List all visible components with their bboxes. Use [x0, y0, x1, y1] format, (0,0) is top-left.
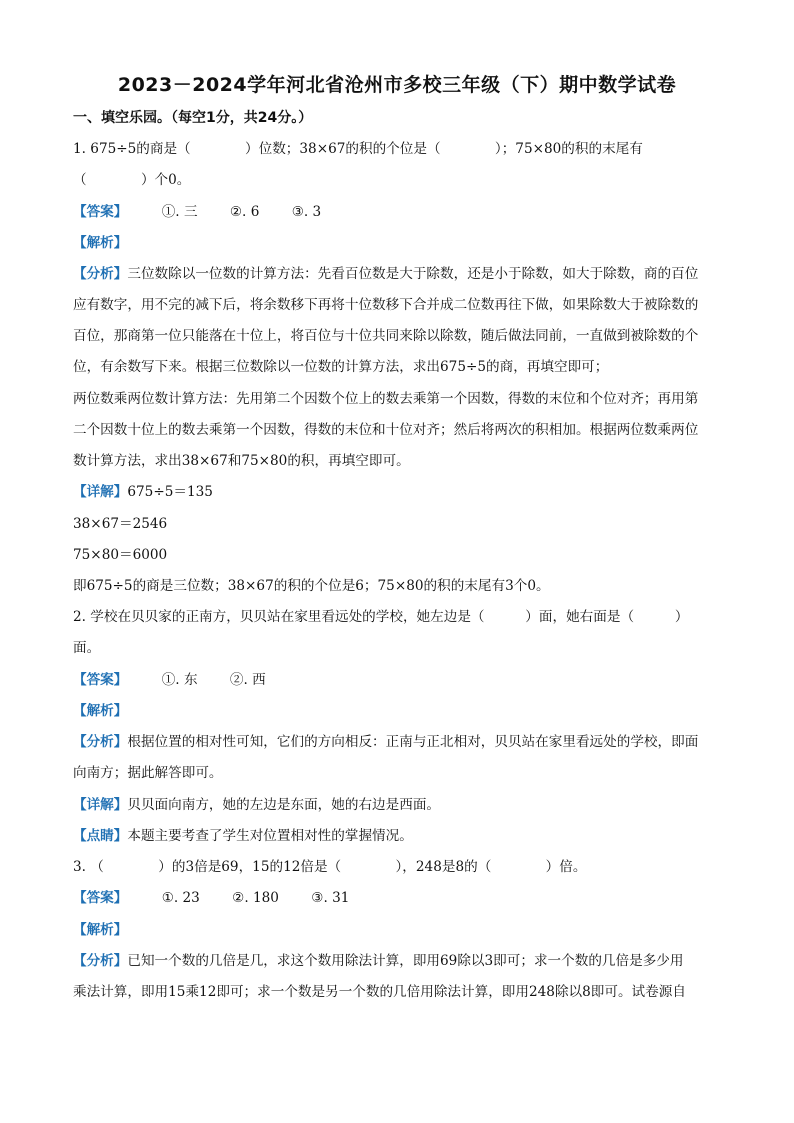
answer-label: 【答案】 [73, 890, 128, 906]
explanation-label: 【解析】 [73, 235, 128, 251]
answer-item: ②. 180 [232, 890, 279, 906]
question-3-answer [73, 888, 723, 908]
question-1-analysis-line: 位，有余数写下来。根据三位数除以一位数的计算方法，求出675÷5的商，再填空即可； [73, 359, 609, 375]
question-1-analysis-line: 数计算方法，求出38×67和75×80的积，再填空即可。 [73, 453, 410, 469]
question-2-comment-line [73, 826, 723, 846]
detail-label: 【详解】 [73, 797, 128, 813]
comment-label: 【点睛】 [73, 828, 128, 844]
answer-item: ②. 西 [229, 672, 266, 688]
question-1-detail-line: 75×80＝6000 [73, 547, 168, 563]
question-1-text-cont: （ ）个0。 [73, 172, 191, 188]
question-3-analysis-line [73, 951, 723, 971]
question-1-analysis-line [73, 264, 723, 284]
question-2-text: 2. 学校在贝贝家的正南方，贝贝站在家里看远处的学校，她左边是（ ）面，她右面是（ ） [73, 609, 689, 625]
analysis-text: 根据位置的相对性可知，它们的方向相反：正南与正北相对，贝贝站在家里看远处的学校，即面 [127, 734, 699, 750]
analysis-label: 【分析】 [73, 266, 128, 282]
question-2-explanation-head [73, 701, 723, 721]
section-heading-1: 一、填空乐园。（每空1分，共24分。） [73, 110, 313, 126]
answer-item: ②. 6 [229, 204, 260, 220]
question-1-analysis-line: 应有数字，用不完的减下后，将余数移下再将十位数移下合并成二位数再往下做，如果除数大于被除数的 [73, 297, 699, 313]
question-1-detail-line: 即675÷5的商是三位数；38×67的积的个位是6；75×80的积的末尾有3个0。 [73, 578, 550, 594]
question-3-analysis-line: 乘法计算，即用15乘12即可；求一个数是另一个数的几倍用除法计算，即用248除以8即可。试卷源自 [73, 984, 686, 1000]
page-title: 2023－2024学年河北省沧州市多校三年级（下）期中数学试卷 [117, 74, 677, 96]
detail-text: 675÷5＝135 [127, 484, 213, 500]
answer-label: 【答案】 [73, 204, 128, 220]
question-3-explanation-head [73, 920, 723, 940]
answer-item: ③. 3 [291, 204, 322, 220]
analysis-label: 【分析】 [73, 953, 128, 969]
answer-item: ①. 东 [161, 672, 198, 688]
explanation-label: 【解析】 [73, 703, 128, 719]
detail-label: 【详解】 [73, 484, 128, 500]
question-1-analysis-line: 百位，那商第一位只能落在十位上，将百位与十位共同来除以除数，随后做法同前，一直做到被除数的个 [73, 328, 699, 344]
question-2-analysis-line: 向南方；据此解答即可。 [73, 765, 223, 781]
analysis-text: 三位数除以一位数的计算方法：先看百位数是大于除数，还是小于除数，如大于除数，商的百位 [127, 266, 699, 282]
question-1-detail-line [73, 482, 723, 502]
question-3-text: 3. （ ）的3倍是69，15的12倍是（ ），248是8的（ ）倍。 [73, 859, 587, 875]
question-2-answer [73, 670, 723, 690]
explanation-label: 【解析】 [73, 922, 128, 938]
detail-text: 贝贝面向南方，她的左边是东面，她的右边是西面。 [127, 797, 441, 813]
analysis-label: 【分析】 [73, 734, 128, 750]
question-1-answer [73, 202, 723, 222]
analysis-text: 已知一个数的几倍是几，求这个数用除法计算，即用69除以3即可；求一个数的几倍是多少用 [127, 953, 684, 969]
question-1-analysis-line: 二个因数十位上的数去乘第一个因数，得数的末位和十位对齐；然后将两次的积相加。根据两位数乘两位 [73, 422, 699, 438]
answer-item: ③. 31 [311, 890, 350, 906]
comment-text: 本题主要考查了学生对位置相对性的掌握情况。 [127, 828, 413, 844]
answer-label: 【答案】 [73, 672, 128, 688]
question-1-explanation-head [73, 233, 723, 253]
question-1-detail-line: 38×67＝2546 [73, 516, 168, 532]
answer-item: ①. 三 [161, 204, 198, 220]
question-2-detail-line [73, 795, 723, 815]
answer-item: ①. 23 [161, 890, 200, 906]
question-2-text-cont: 面。 [73, 640, 101, 656]
question-2-analysis-line [73, 732, 723, 752]
question-1-text: 1. 675÷5的商是（ ）位数；38×67的积的个位是（ ）；75×80的积的末尾有 [73, 141, 643, 157]
question-1-analysis-line: 两位数乘两位数计算方法：先用第二个因数个位上的数去乘第一个因数，得数的末位和个位对齐；再用第 [73, 391, 699, 407]
